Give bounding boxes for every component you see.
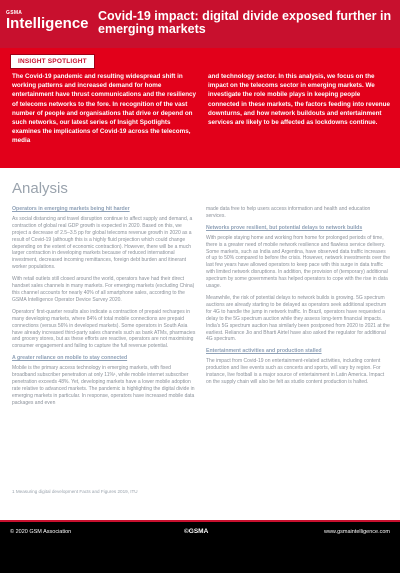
paragraph: Operators' first-quarter results also indicate a contraction of prepaid recharges in many developing markets, where 84% of total mobile connections are prepaid connections (versus 56% in developed markets). Some operators in South Asia have already increased third-party sales channels such as bank ATMs, pharmacies and grocery stores, but as these efforts are reactive, operators are not maximising consumer engagement and failing to capture the full revenue potential.	[12, 308, 196, 350]
analysis-right-column	[206, 206, 390, 391]
section-heading: Operators in emerging markets being hit harder	[12, 206, 130, 212]
analysis-section	[0, 168, 400, 520]
paragraph: made data free to help users access information and health and education services.	[206, 206, 371, 219]
section-heading: Entertainment activities and production stalled	[206, 348, 322, 355]
paragraph: The impact from Covid-19 on entertainment-related activities, including content production and live events such as concerts and sports, will vary by region. For instance, live football is a major source of entertainment in Latin America. Impact on the supply chain will also be felt as studio content production is halted.	[206, 358, 385, 385]
gsma-logo: ©GSMA	[184, 528, 209, 535]
footnote: 1 Measuring digital development Facts and Figures 2019, ITU	[12, 489, 138, 494]
website-link[interactable]: www.gsmaintelligence.com	[323, 529, 390, 535]
insight-spotlight-box	[0, 48, 400, 168]
page-title: Covid-19 impact: digital divide exposed further in emerging markets	[98, 9, 392, 36]
analysis-heading: Analysis	[12, 180, 68, 197]
insight-spotlight-tag: INSIGHT SPOTLIGHT	[10, 54, 95, 69]
paragraph: Meanwhile, the risk of potential delays to network builds is growing. 5G spectrum auctions are already starting to be delayed as operators seek additional spectrum for 4G to handle the jump in network traffic. In Brazil, operators have requested a delay to the 5G spectrum auction while they assess long-term financial impacts. India's 5G spectrum auction has similarly been postponed from 2020 to 2021 at the earliest. Reliance Jio and Bharti Airtel have also asked the regulator for additional 4G spectrum.	[206, 294, 390, 343]
intro-left-column: The Covid-19 pandemic and resulting widespread shift in working patterns and increased demand for home entertainment have thrust communications and the resiliency of telecoms networks to the fore. In recognition of the vast number of people and organisations that drive or depend on such networks, our latest series of Insight Spotlights examines the implications of Covid-19 across the telecoms, media	[12, 73, 197, 145]
logo-big-text: Intelligence	[6, 15, 89, 32]
logo-small-text: GSMA	[6, 10, 23, 16]
footer-bar	[0, 522, 400, 573]
header-banner	[0, 0, 400, 48]
intro-right-column: and technology sector. In this analysis, we focus on the impact on the telecoms sector in emerging markets. We investigate the role mobile plays in keeping people connected in these markets, the factors feeding into revenue downturns, and how network buildouts and entertainment services are likely to be affected as lockdowns continue.	[208, 73, 390, 127]
paragraph: Mobile is the primary access technology in emerging markets, with fixed broadband subscriber penetration at only 11%¹, while mobile internet subscriber penetration exceeds 48%. Yet, developing markets have a lower mobile adoption rate relative to advanced markets. The pandemic is highlighting the digital divide in emerging markets in particular. In response, operators have increased mobile data packages and even	[12, 365, 195, 406]
section-heading: Networks prove resilient, but potential delays to network builds	[206, 224, 363, 231]
paragraph: With retail outlets still closed around the world, operators have had their direct handset sales channels in many markets. For emerging markets (excluding China) this channel accounts for nearly 40% of all smartphone sales, according to the GSMA Intelligence Operator Device Survey 2020.	[12, 276, 195, 303]
analysis-left-column	[12, 206, 196, 412]
copyright-text: © 2020 GSM Association	[10, 529, 72, 535]
paragraph: With people staying home and working from home for prolonged periods of time, there is a greater need of mobile network resilience and flawless service delivery. Some markets, such as India and Argentina, have observed data traffic increases of up to 50% compared to before the crisis. However, network investments over the last few years have allowed operators to keep pace with this surge in data traffic with limited network disruptions. In addition, the provision of (temporary) additional spectrum by some governments has helped operators to cope with the rise in data usage.	[206, 234, 390, 290]
section-heading: A greater reliance on mobile to stay connected	[12, 355, 128, 362]
paragraph: As social distancing and travel disruption continue to affect supply and demand, a contraction of global real GDP growth is expected in 2020. Based on this, we project a decrease of 2.5–3.5 pp for global telecoms revenue growth in 2020 as a result of Covid-19 (although this is a highly fluid projection which could change depending on the extent of economic contraction). However, there will be a much larger contraction in developing markets because of reduced international investment, decreased incoming remittances, foreign debt burden and itinerant worker populations.	[12, 215, 193, 271]
gsma-intelligence-logo[interactable]	[6, 10, 89, 32]
